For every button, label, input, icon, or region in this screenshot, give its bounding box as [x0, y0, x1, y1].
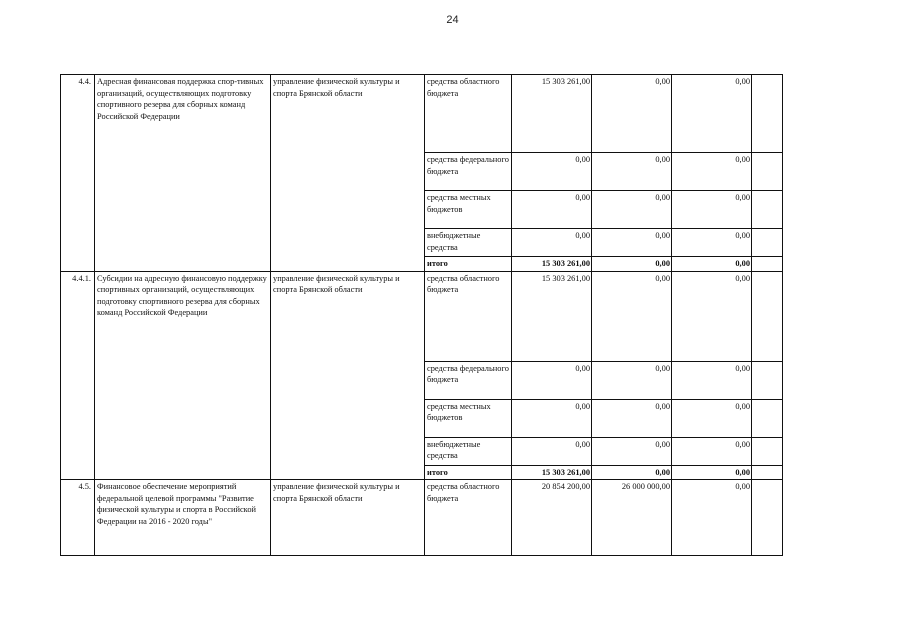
item-name: Финансовое обеспечение мероприятий федеральной целевой программы "Развитие физической культуры и спорта в Российской Федерации на 2016 - 2020 годы"	[95, 480, 271, 556]
amount-3: 0,00	[672, 229, 752, 257]
table-row	[61, 75, 783, 153]
amount-1: 15 303 261,00	[512, 75, 592, 153]
amount-2: 26 000 000,00	[592, 480, 672, 556]
empty-cell	[752, 437, 783, 465]
amount-3: 0,00	[672, 465, 752, 480]
funding-source: внебюджетные средства	[425, 437, 512, 465]
item-executor: управление физической культуры и спорта Брянской области	[271, 480, 425, 556]
amount-1: 20 854 200,00	[512, 480, 592, 556]
empty-cell	[752, 229, 783, 257]
funding-source: средства федерального бюджета	[425, 153, 512, 191]
funding-source: итого	[425, 257, 512, 272]
amount-1: 15 303 261,00	[512, 465, 592, 480]
amount-3: 0,00	[672, 399, 752, 437]
funding-source: средства местных бюджетов	[425, 191, 512, 229]
empty-cell	[752, 465, 783, 480]
empty-cell	[752, 75, 783, 153]
amount-2: 0,00	[592, 465, 672, 480]
item-name: Адресная финансовая поддержка спор-тивных организаций, осуществляющих подготовку спортивного резерва для сборных команд Российской Федерации	[95, 75, 271, 272]
empty-cell	[752, 271, 783, 361]
amount-3: 0,00	[672, 480, 752, 556]
amount-2: 0,00	[592, 399, 672, 437]
amount-2: 0,00	[592, 191, 672, 229]
page-number: 24	[446, 14, 459, 26]
amount-1: 0,00	[512, 153, 592, 191]
amount-1: 0,00	[512, 191, 592, 229]
amount-2: 0,00	[592, 75, 672, 153]
amount-1: 0,00	[512, 399, 592, 437]
budget-table	[60, 74, 783, 556]
item-index: 4.4.1.	[61, 271, 95, 480]
item-executor: управление физической культуры и спорта Брянской области	[271, 75, 425, 272]
empty-cell	[752, 480, 783, 556]
amount-3: 0,00	[672, 271, 752, 361]
amount-2: 0,00	[592, 257, 672, 272]
amount-3: 0,00	[672, 257, 752, 272]
funding-source: средства областного бюджета	[425, 271, 512, 361]
amount-2: 0,00	[592, 271, 672, 361]
amount-3: 0,00	[672, 191, 752, 229]
empty-cell	[752, 257, 783, 272]
funding-source: внебюджетные средства	[425, 229, 512, 257]
item-index: 4.4.	[61, 75, 95, 272]
table-row	[61, 271, 783, 361]
item-executor: управление физической культуры и спорта Брянской области	[271, 271, 425, 480]
amount-2: 0,00	[592, 437, 672, 465]
amount-3: 0,00	[672, 361, 752, 399]
empty-cell	[752, 399, 783, 437]
amount-3: 0,00	[672, 437, 752, 465]
amount-1: 15 303 261,00	[512, 271, 592, 361]
item-name: Субсидии на адресную финансовую поддержку спортивных организаций, осуществляющих подготовку спортивного резерва для сборных команд Российской Федерации	[95, 271, 271, 480]
funding-source: итого	[425, 465, 512, 480]
amount-2: 0,00	[592, 361, 672, 399]
amount-1: 0,00	[512, 229, 592, 257]
empty-cell	[752, 153, 783, 191]
amount-3: 0,00	[672, 153, 752, 191]
funding-source: средства областного бюджета	[425, 480, 512, 556]
empty-cell	[752, 361, 783, 399]
item-index: 4.5.	[61, 480, 95, 556]
funding-source: средства федерального бюджета	[425, 361, 512, 399]
amount-1: 0,00	[512, 437, 592, 465]
funding-source: средства местных бюджетов	[425, 399, 512, 437]
amount-2: 0,00	[592, 229, 672, 257]
empty-cell	[752, 191, 783, 229]
amount-1: 0,00	[512, 361, 592, 399]
amount-1: 15 303 261,00	[512, 257, 592, 272]
amount-3: 0,00	[672, 75, 752, 153]
amount-2: 0,00	[592, 153, 672, 191]
table-row	[61, 480, 783, 556]
funding-source: средства областного бюджета	[425, 75, 512, 153]
